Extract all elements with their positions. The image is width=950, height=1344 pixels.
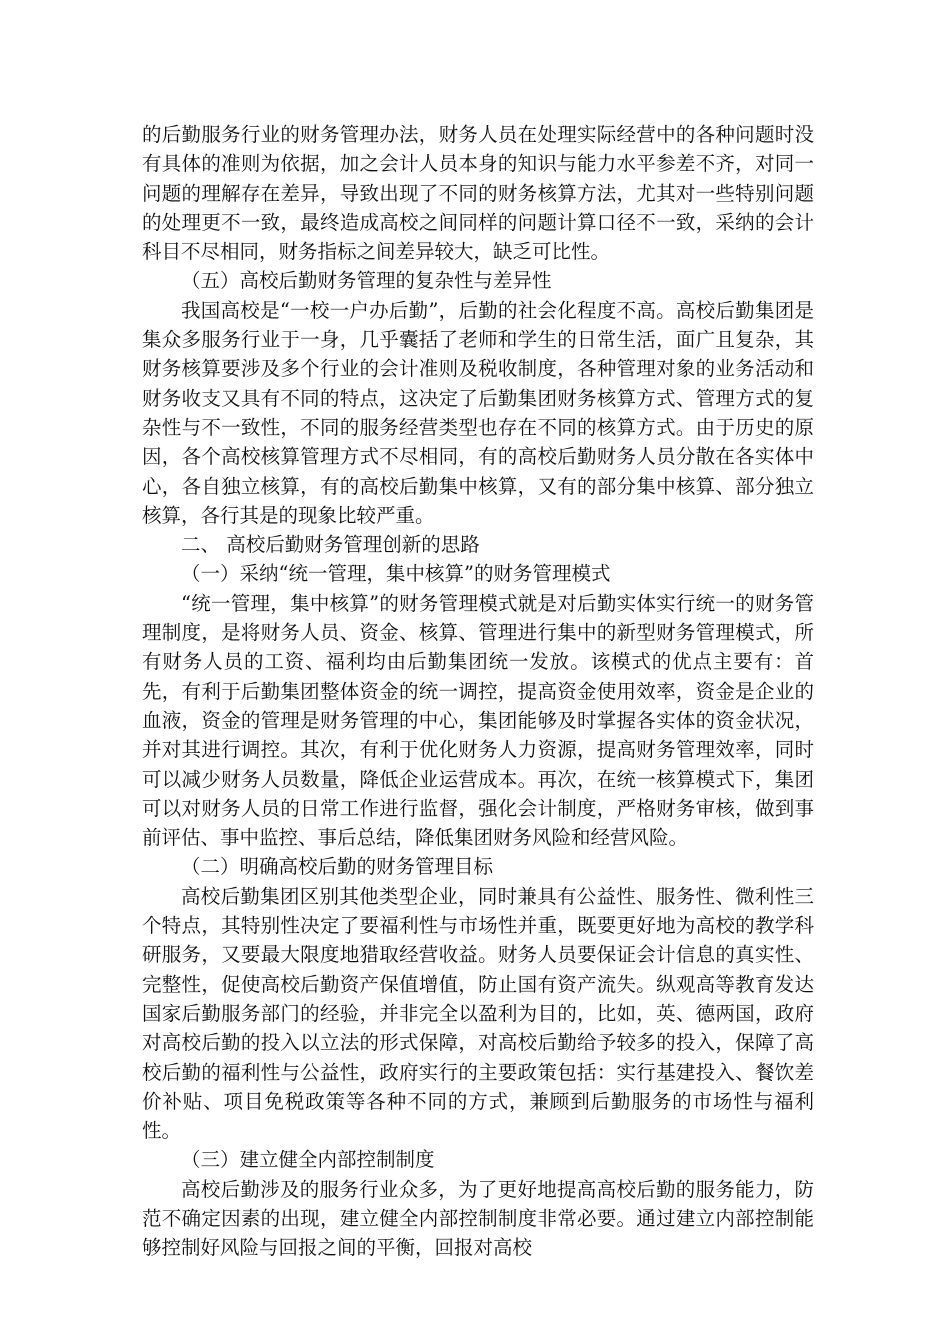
paragraph-body: 我国高校是“一校一户办后勤”，后勤的社会化程度不高。高校后勤集团是集众多服务行业于一身，几乎囊括了老师和学生的日常生活，面广且复杂，其财务核算要涉及多个行业的会计准则及税收制度，各种管理对象的业务活动和财务收支又具有不同的特点，这决定了后勤集团财务核算方式、管理方式的复杂性与不一致性，不同的服务经营类型也存在不同的核算方式。由于历史的原因，各个高校核算管理方式不尽相同，有的高校后勤财务人员分散在各实体中心，各自独立核算，有的高校后勤集中核算，又有的部分集中核算、部分独立核算，各行其是的现象比较严重。 xyxy=(142,298,814,527)
document-body xyxy=(142,120,814,1263)
section-heading-3: （三）建立健全内部控制制度 xyxy=(181,1148,435,1172)
paragraph-body: 高校后勤集团区别其他类型企业，同时兼具有公益性、服务性、微利性三个特点，其特别性决定了要福利性与市场性并重，既要更好地为高校的教学科研服务，又要最大限度地猎取经营收益。财务人员要保证会计信息的真实性、完整性，促使高校后勤资产保值增值，防止国有资产流失。纵观高等教育发达国家后勤服务部门的经验，并非完全以盈利为目的，比如，英、德两国，政府对高校后勤的投入以立法的形式保障，对高校后勤给予较多的投入，保障了高校后勤的福利性与公益性，政府实行的主要政策包括：实行基建投入、餐饮差价补贴、项目免税政策等各种不同的方式，兼顾到后勤服务的市场性与福利性。 xyxy=(142,884,814,1143)
paragraph-continued: 的后勤服务行业的财务管理办法，财务人员在处理实际经营中的各种问题时没有具体的准则为依据，加之会计人员本身的知识与能力水平参差不齐，对同一问题的理解存在差异，导致出现了不同的财务核算方法，尤其对一些特别问题的处理更不一致，最终造成高校之间同样的问题计算口径不一致，采纳的会计科目不尽相同，财务指标之间差异较大，缺乏可比性。 xyxy=(142,123,814,264)
paragraph-body: 高校后勤涉及的服务行业众多，为了更好地提高高校后勤的服务能力，防范不确定因素的出现，建立健全内部控制制度非常必要。通过建立内部控制能够控制好风险与回报之间的平衡，回报对高校 xyxy=(142,1177,814,1260)
chapter-heading-2: 二、 高校后勤财务管理创新的思路 xyxy=(181,533,480,557)
section-heading-1: （一）采纳“统一管理，集中核算”的财务管理模式 xyxy=(181,562,611,586)
section-heading-2: （二）明确高校后勤的财务管理目标 xyxy=(181,855,494,879)
paragraph-body: “统一管理，集中核算”的财务管理模式就是对后勤实体实行统一的财务管理制度，是将财务人员、资金、核算、管理进行集中的新型财务管理模式，所有财务人员的工资、福利均由后勤集团统一发放。该模式的优点主要有：首先，有利于后勤集团整体资金的统一调控，提高资金使用效率，资金是企业的血液，资金的管理是财务管理的中心，集团能够及时掌握各实体的资金状况，并对其进行调控。其次，有利于优化财务人力资源，提高财务管理效率，同时可以减少财务人员数量，降低企业运营成本。再次，在统一核算模式下，集团可以对财务人员的日常工作进行监督，强化会计制度，严格财务审核，做到事前评估、事中监控、事后总结，降低集团财务风险和经营风险。 xyxy=(142,591,814,850)
section-heading-5: （五）高校后勤财务管理的复杂性与差异性 xyxy=(181,269,552,293)
